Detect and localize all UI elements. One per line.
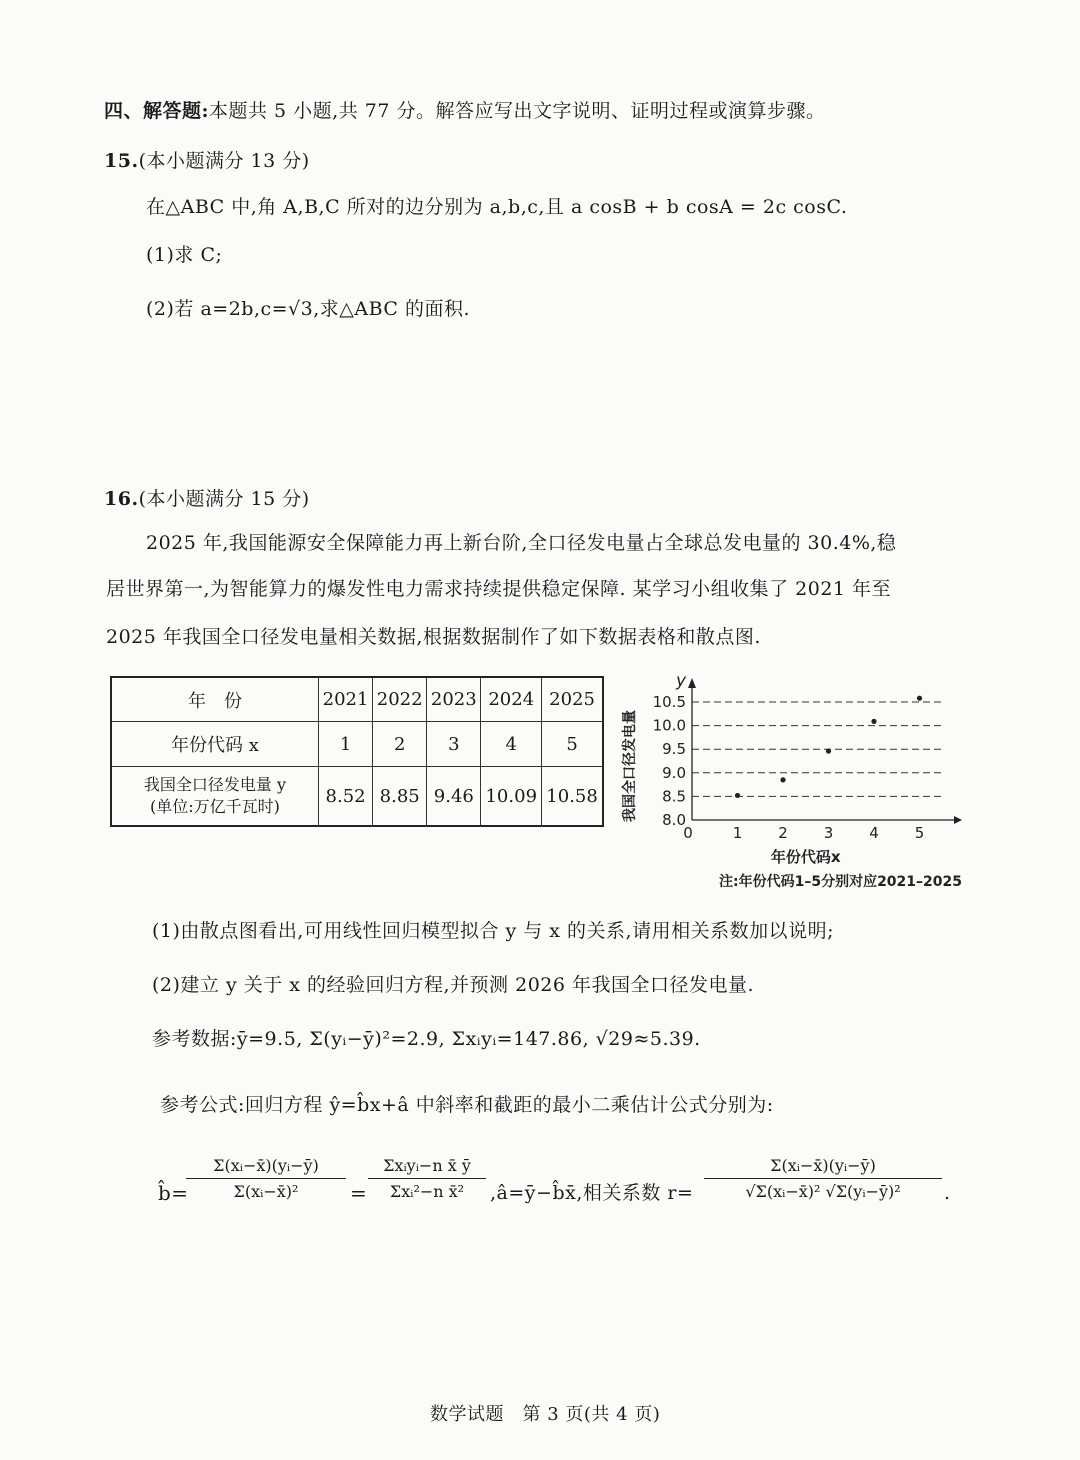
table-row-codes [111,722,603,767]
table-cell: 2025 [542,677,603,722]
table-cell: 8.85 [373,767,427,827]
q16-stem-line1: 2025 年,我国能源安全保障能力再上新台阶,全口径发电量占全球总发电量的 30.4%,稳 [146,532,897,554]
table-cell: 2021 [319,677,373,722]
data-point [826,748,831,753]
table-cell: 2 [373,722,427,767]
section-desc: 本题共 5 小题,共 77 分。解答应写出文字说明、证明过程或演算步骤。 [209,100,826,122]
table-cell: 4 [481,722,542,767]
x-axis-title: 年份代码x [770,848,841,866]
q16-part1: (1)由散点图看出,可用线性回归模型拟合 y 与 x 的关系,请用相关系数加以说明; [152,920,835,942]
q16-stem-line2: 居世界第一,为智能算力的爆发性电力需求持续提供稳定保障. 某学习小组收集了 2021 年至 [106,578,892,600]
q16-number: 16. [104,488,139,510]
table-cell: 2024 [481,677,542,722]
q15-score: (本小题满分 13 分) [138,150,310,172]
data-point [780,777,785,782]
scatter-chart [620,668,970,894]
chart-note: 注:年份代码1–5分别对应2021–2025 [718,874,962,890]
table-header-value-line1: 我国全口径发电量 y [143,775,287,794]
q16-part2: (2)建立 y 关于 x 的经验回归方程,并预测 2026 年我国全口径发电量. [152,974,755,996]
y-tick-label: 8.5 [662,787,686,806]
y-axis-arrow [688,678,696,688]
formula-r-fraction [704,1156,942,1201]
table-row-years [111,677,603,722]
data-point [735,793,740,798]
page-footer: 数学试题 第 3 页(共 4 页) [430,1404,661,1425]
table-cell: 10.09 [481,767,542,827]
q15-part1: (1)求 C; [146,244,223,266]
table-cell: 10.58 [542,767,603,827]
x-axis-arrow [954,816,962,824]
section-title: 四、解答题: [104,100,210,122]
formula-b-numerator: Σ(xᵢ−x̄)(yᵢ−ȳ) [186,1156,346,1179]
y-tick-label: 10.0 [652,716,686,735]
y-tick-label: 9.0 [662,763,686,782]
reference-formula-text: 回归方程 ŷ=b̂x+â 中斜率和截距的最小二乘估计公式分别为: [244,1094,774,1116]
formula-b-numerator-alt: Σxᵢyᵢ−n x̄ ȳ [368,1156,486,1179]
x-tick-label: 5 [914,824,925,842]
q16-stem-line3: 2025 年我国全口径发电量相关数据,根据数据制作了如下数据表格和散点图. [106,626,761,648]
table-header-year: 年 份 [111,677,319,722]
x-tick-label: 4 [869,824,879,842]
q15-header [104,148,310,174]
formula-equals: = [350,1181,368,1205]
q15-stem: 在△ABC 中,角 A,B,C 所对的边分别为 a,b,c,且 a cosB + b cosA = 2c cosC. [146,196,848,218]
q16-score: (本小题满分 15 分) [138,488,310,510]
q15-number: 15. [104,150,139,172]
section-header [104,98,825,124]
formula-b-fraction2 [368,1156,486,1201]
formula-a-hat-and-r-label: ,â=ȳ−b̂x̄,相关系数 r= [490,1182,694,1204]
table-header-value-line2: (单位:万亿千瓦时) [150,797,280,816]
y-axis-title: 我国全口径发电量 [622,710,638,822]
table-cell: 1 [319,722,373,767]
reference-data-values: ȳ=9.5, Σ(yᵢ−ȳ)²=2.9, Σxᵢyᵢ=147.86, √29≈5.39. [236,1028,701,1050]
reference-formula-label: 参考公式: [160,1094,245,1116]
y-tick-label: 8.0 [662,811,686,829]
table-cell: 2023 [427,677,481,722]
q15-part2: (2)若 a=2b,c=√3,求△ABC 的面积. [146,298,471,320]
formula-b-denominator-alt: Σxᵢ²−n x̄² [389,1182,465,1201]
reference-data [152,1026,701,1052]
x-tick-label: 0 [683,824,693,842]
q16-header [104,486,310,512]
formula-b-denominator: Σ(xᵢ−x̄)² [233,1182,299,1201]
reference-data-label: 参考数据: [152,1028,237,1050]
table-cell: 3 [427,722,481,767]
data-point [917,696,922,701]
x-tick-label: 2 [778,824,788,842]
y-tick-label: 10.5 [652,693,686,711]
formula-r-denominator: √Σ(xᵢ−x̄)² √Σ(yᵢ−ȳ)² [745,1182,901,1201]
table-row-values [111,767,603,827]
formula-b-fraction1 [186,1156,346,1201]
y-tick-label: 9.5 [662,740,686,759]
formula-b-hat-symbol: b̂= [158,1181,189,1205]
data-table [110,676,604,827]
x-tick-label: 1 [732,824,743,842]
table-header-value [111,767,319,827]
reference-formula [160,1092,774,1118]
y-axis-letter: y [676,671,687,691]
table-header-code: 年份代码 x [111,722,319,767]
formula-period: . [944,1182,951,1204]
data-point [871,719,876,724]
table-cell: 9.46 [427,767,481,827]
table-cell: 2022 [373,677,427,722]
x-tick-label: 3 [823,824,834,842]
table-cell: 5 [542,722,603,767]
table-cell: 8.52 [319,767,373,827]
formula-r-numerator: Σ(xᵢ−x̄)(yᵢ−ȳ) [704,1156,942,1179]
